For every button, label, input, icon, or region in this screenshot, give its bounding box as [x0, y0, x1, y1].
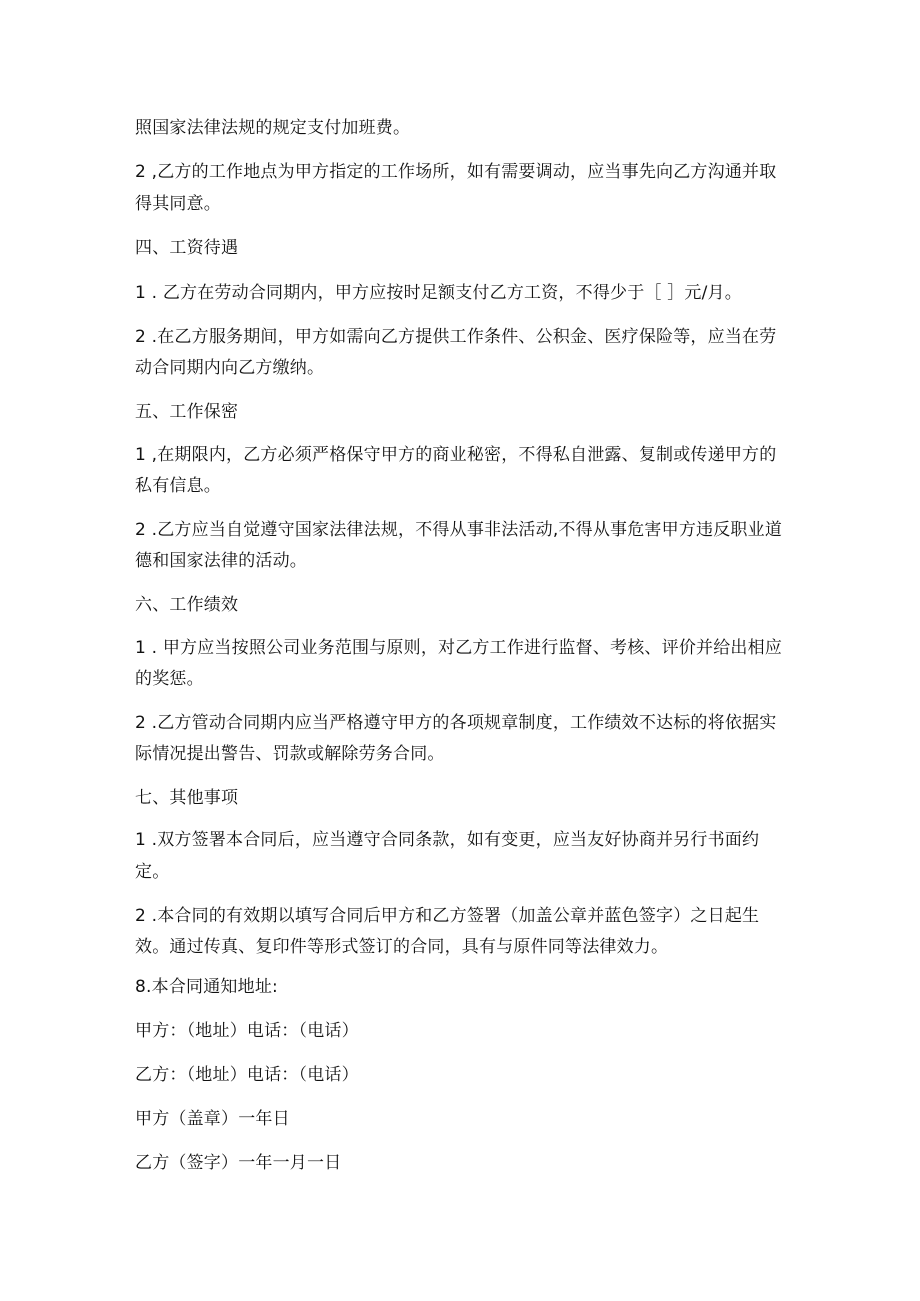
text-line: 2 ,乙方的工作地点为甲方指定的工作场所，如有需要调动，应当事先向乙方沟通并取	[135, 162, 777, 182]
text-line: 2 .本合同的有效期以填写合同后甲方和乙方签署（加盖公章并蓝色签字）之日起生	[135, 906, 760, 926]
text-line: 动合同期内向乙方缴纳。	[135, 358, 325, 378]
section-heading: 六、工作绩效	[135, 595, 239, 615]
text-line: 1 . 甲方应当按照公司业务范围与原则，对乙方工作进行监督、考核、评价并给出相应	[135, 638, 783, 658]
text-line: 1 .双方签署本合同后，应当遵守合同条款，如有变更，应当友好协商并另行书面约	[135, 830, 760, 850]
text-line: 际情况提出警告、罚款或解除劳务合同。	[135, 744, 445, 764]
text-line: 效。通过传真、复印件等形式签订的合同，具有与原件同等法律效力。	[135, 937, 669, 957]
text-line: 1 ,在期限内，乙方必须严格保守甲方的商业秘密，不得私自泄露、复制或传递甲方的	[135, 445, 777, 465]
text-line: 2 .乙方应当自觉遵守国家法律法规，不得从事非法活动,不得从事危害甲方违反职业道	[135, 520, 783, 540]
text-line: 定。	[135, 862, 170, 882]
party-b-signature-line: 乙方（签字）一年一月一日	[135, 1153, 342, 1173]
section-heading: 七、其他事项	[135, 788, 239, 808]
party-b-address-line: 乙方：（地址）电话：（电话）	[135, 1065, 359, 1085]
text-line: 德和国家法律的活动。	[135, 551, 307, 571]
text-line: 得其同意。	[135, 194, 221, 214]
section-heading: 四、工资待遇	[135, 238, 239, 258]
text-line: 私有信息。	[135, 476, 221, 496]
text-line: 的奖惩。	[135, 669, 204, 689]
text-line: 照国家法律法规的规定支付加班费。	[135, 118, 411, 138]
party-a-address-line: 甲方：（地址）电话：（电话）	[135, 1021, 359, 1041]
text-line: 2 .在乙方服务期间，甲方如需向乙方提供工作条件、公积金、医疗保险等，应当在劳	[135, 327, 777, 347]
text-line: 2 .乙方管动合同期内应当严格遵守甲方的各项规章制度，工作绩效不达标的将依据实	[135, 713, 777, 733]
text-line: 1 . 乙方在劳动合同期内，甲方应按时足额支付乙方工资，不得少于［ ］元/月。	[135, 283, 742, 303]
text-line: 8.本合同通知地址:	[135, 977, 278, 997]
party-a-signature-line: 甲方（盖章）一年日	[135, 1109, 290, 1129]
section-heading: 五、工作保密	[135, 402, 239, 422]
